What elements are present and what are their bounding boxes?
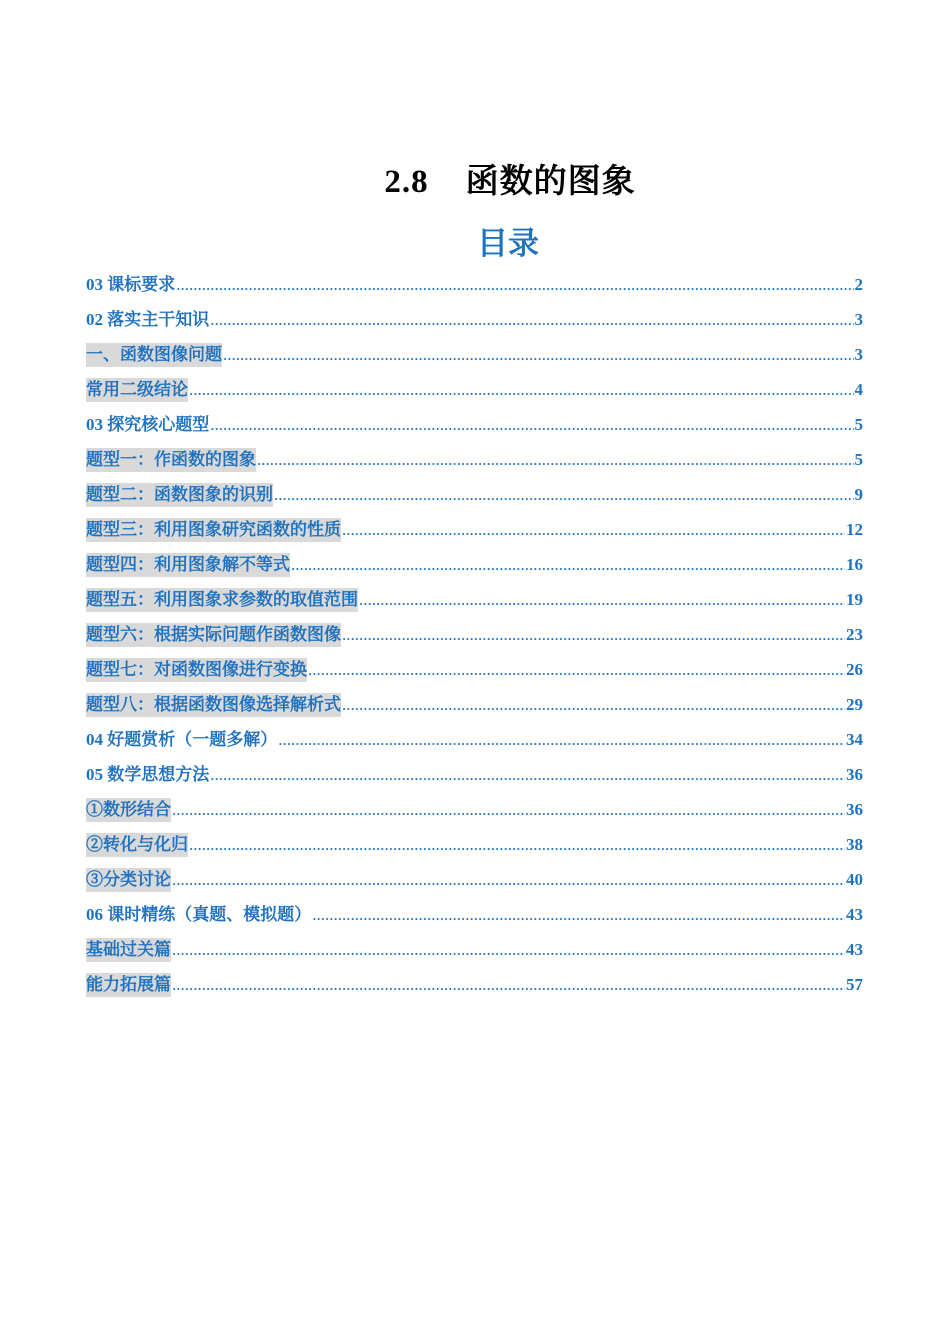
toc-leader-dots — [291, 553, 845, 577]
toc-entry-page-number[interactable]: 5 — [854, 415, 863, 434]
toc-entry-page-number[interactable]: 3 — [854, 345, 863, 364]
toc-entry-page-number[interactable]: 29 — [846, 695, 863, 714]
toc-leader-dots — [176, 273, 853, 297]
toc-entry-label[interactable]: 题型三：利用图象研究函数的性质 — [86, 518, 341, 542]
toc-entry[interactable] — [86, 273, 863, 308]
toc-entry-page-number[interactable]: 3 — [854, 310, 863, 329]
toc-entry[interactable] — [86, 868, 863, 903]
toc-leader-dots — [172, 798, 845, 822]
toc-entry[interactable] — [86, 553, 863, 588]
toc-entry-label[interactable]: 题型四：利用图象解不等式 — [86, 553, 290, 577]
toc-entry[interactable] — [86, 833, 863, 868]
toc-entry-label[interactable]: 题型六：根据实际问题作函数图像 — [86, 623, 341, 647]
toc-leader-dots — [189, 833, 845, 857]
toc-entry-label[interactable]: 05 数学思想方法 — [86, 765, 210, 784]
toc-entry-page-number[interactable]: 43 — [846, 905, 863, 924]
toc-entry[interactable] — [86, 378, 863, 413]
toc-leader-dots — [223, 343, 854, 367]
toc-leader-dots — [172, 973, 845, 997]
toc-entry-page-number[interactable]: 57 — [846, 975, 863, 994]
toc-entry-label[interactable]: 一、函数图像问题 — [86, 343, 222, 367]
toc-entry[interactable] — [86, 623, 863, 658]
toc-entry[interactable] — [86, 973, 863, 1008]
toc-entry[interactable] — [86, 658, 863, 693]
toc-entry-page-number[interactable]: 38 — [846, 835, 863, 854]
toc-entry[interactable] — [86, 728, 863, 763]
toc-leader-dots — [308, 658, 845, 682]
toc-entry-page-number[interactable]: 12 — [846, 520, 863, 539]
document-title: 2.8 函数的图象 — [384, 164, 636, 200]
toc-entry[interactable] — [86, 483, 863, 518]
toc-entry[interactable] — [86, 798, 863, 833]
toc-entry-label[interactable]: 03 探究核心题型 — [86, 415, 210, 434]
toc-entry-label[interactable]: 基础过关篇 — [86, 938, 171, 962]
toc-leader-dots — [210, 413, 853, 437]
toc-entry-page-number[interactable]: 5 — [854, 450, 863, 469]
toc-entry-label[interactable]: 04 好题赏析（一题多解） — [86, 730, 278, 749]
toc-leader-dots — [257, 448, 854, 472]
toc-leader-dots — [278, 728, 845, 752]
toc-entry-page-number[interactable]: 26 — [846, 660, 863, 679]
table-of-contents — [86, 273, 863, 1008]
toc-entry-page-number[interactable]: 9 — [854, 485, 863, 504]
toc-entry-label[interactable]: ②转化与化归 — [86, 833, 188, 857]
toc-entry-page-number[interactable]: 34 — [846, 730, 863, 749]
toc-entry[interactable] — [86, 343, 863, 378]
toc-leader-dots — [210, 763, 845, 787]
toc-entry-page-number[interactable]: 23 — [846, 625, 863, 644]
toc-entry-label[interactable]: 02 落实主干知识 — [86, 310, 210, 329]
toc-entry-label[interactable]: 题型五：利用图象求参数的取值范围 — [86, 588, 358, 612]
toc-entry[interactable] — [86, 448, 863, 483]
toc-leader-dots — [312, 903, 845, 927]
toc-heading: 目录 — [477, 226, 539, 261]
toc-leader-dots — [342, 518, 845, 542]
toc-leader-dots — [274, 483, 854, 507]
toc-leader-dots — [189, 378, 854, 402]
toc-entry-label[interactable]: ③分类讨论 — [86, 868, 171, 892]
toc-entry-label[interactable]: 题型七：对函数图像进行变换 — [86, 658, 307, 682]
toc-entry[interactable] — [86, 308, 863, 343]
toc-leader-dots — [342, 623, 845, 647]
toc-entry[interactable] — [86, 518, 863, 553]
toc-entry[interactable] — [86, 938, 863, 973]
toc-leader-dots — [172, 938, 845, 962]
toc-entry-label[interactable]: 题型二：函数图象的识别 — [86, 483, 273, 507]
toc-entry-page-number[interactable]: 36 — [846, 800, 863, 819]
toc-entry-label[interactable]: 题型八：根据函数图像选择解析式 — [86, 693, 341, 717]
toc-entry-label[interactable]: 06 课时精练（真题、模拟题） — [86, 905, 312, 924]
toc-entry-label[interactable]: 题型一：作函数的图象 — [86, 448, 256, 472]
toc-entry-page-number[interactable]: 19 — [846, 590, 863, 609]
toc-entry-page-number[interactable]: 43 — [846, 940, 863, 959]
toc-leader-dots — [342, 693, 845, 717]
toc-entry[interactable] — [86, 763, 863, 798]
toc-entry[interactable] — [86, 588, 863, 623]
toc-entry-page-number[interactable]: 2 — [854, 275, 863, 294]
toc-entry-label[interactable]: 常用二级结论 — [86, 378, 188, 402]
toc-leader-dots — [359, 588, 845, 612]
toc-entry-page-number[interactable]: 36 — [846, 765, 863, 784]
toc-entry[interactable] — [86, 903, 863, 938]
toc-entry-page-number[interactable]: 16 — [846, 555, 863, 574]
toc-entry[interactable] — [86, 413, 863, 448]
toc-leader-dots — [210, 308, 853, 332]
toc-entry[interactable] — [86, 693, 863, 728]
toc-entry-page-number[interactable]: 4 — [854, 380, 863, 399]
toc-entry-label[interactable]: 能力拓展篇 — [86, 973, 171, 997]
toc-leader-dots — [172, 868, 845, 892]
toc-entry-label[interactable]: 03 课标要求 — [86, 275, 176, 294]
toc-entry-label[interactable]: ①数形结合 — [86, 798, 171, 822]
toc-entry-page-number[interactable]: 40 — [846, 870, 863, 889]
